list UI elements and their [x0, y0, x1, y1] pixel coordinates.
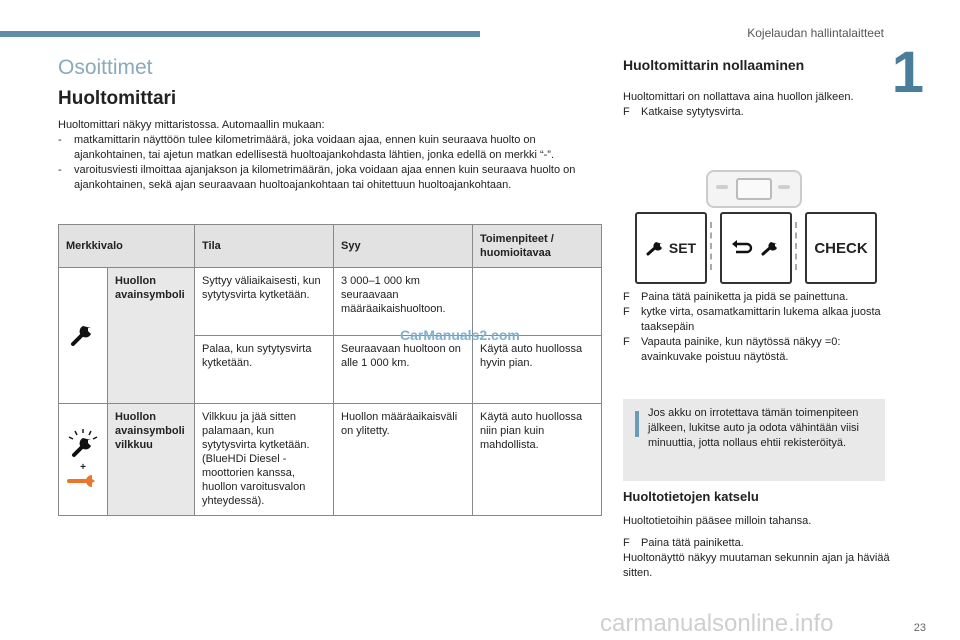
- check-mark: F: [623, 291, 630, 303]
- table-cell-tila: Vilkkuu ja jää sitten palamaan, kun sytytysvirta kytketään. (BlueHDi Diesel -moottorien kanssa, huollon varoitusvalon yhteydessä).: [195, 404, 334, 516]
- intro-text: [58, 118, 598, 193]
- wrench-icon: [646, 240, 666, 256]
- reset-heading: Huoltomittarin nollaaminen: [623, 57, 805, 73]
- table-cell-toimenpiteet: Käytä auto huollossa hyvin pian.: [473, 336, 602, 404]
- check-mark: F: [623, 306, 630, 318]
- table-cell-toimenpiteet: [473, 268, 602, 336]
- reset-step-text: Katkaise sytytysvirta.: [641, 106, 744, 118]
- step-item: [623, 305, 893, 335]
- chapter-title: Kojelaudan hallintalaitteet: [747, 26, 884, 40]
- step-text: Paina tätä painiketta.: [641, 537, 744, 549]
- bullet-text: varoitusviesti ilmoittaa ajanjakson ja kilometrimäärän, joka voidaan ajaa ennen kuin seuraava huolto on ajankohtainen, sekä ajan seuraavaan huoltoajankohtaan tai ohitettuun huoltoajankohtaan.: [74, 164, 576, 191]
- table-cell-tila: Syttyy väliaikaisesti, kun sytytysvirta kytketään.: [195, 268, 334, 336]
- section-title: Osoittimet: [58, 56, 153, 79]
- check-mark: F: [623, 336, 630, 348]
- check-button[interactable]: [805, 212, 877, 284]
- table-cell-syy: 3 000–1 000 km seuraavaan määräaikaishuoltoon.: [334, 268, 473, 336]
- check-button-label: CHECK: [814, 239, 868, 257]
- step-item: [623, 335, 893, 365]
- set-button[interactable]: [635, 212, 707, 284]
- wrench-icon: [68, 319, 98, 349]
- step-text: kytke virta, osamatkamittarin lukema alkaa juosta taaksepäin: [641, 306, 881, 333]
- table-header-syy: Syy: [334, 225, 473, 268]
- indicator-name: Huollon avainsymboli: [108, 268, 195, 404]
- page-heading: Huoltomittari: [58, 88, 177, 109]
- bullet-text: matkamittarin näyttöön tulee kilometrimäärä, joka voidaan ajaa, ennen kuin seuraava huolto on ajankohtainen, tai ajetun matkan edellisestä huoltoajankohdasta lähtien, jonka edellä on merkki “-”.: [74, 134, 555, 161]
- chapter-number: 1: [891, 40, 924, 105]
- reset-intro: [623, 90, 893, 120]
- step-text: Vapauta painike, kun näytössä näkyy =0: avainkuvake poistuu näytöstä.: [641, 336, 841, 363]
- view-heading: Huoltotietojen katselu: [623, 489, 759, 504]
- info-note-text: Jos akku on irrotettava tämän toimenpiteen jälkeen, lukitse auto ja odota vähintään viisi minuuttia, jotta nollaus ehtii rekisteröityä.: [648, 407, 859, 449]
- reset-steps: [623, 290, 893, 365]
- table-cell-toimenpiteet: Käytä auto huollossa niin pian kuin mahdollista.: [473, 404, 602, 516]
- view-intro: Huoltotietoihin pääsee milloin tahansa.: [623, 515, 812, 527]
- divider: [795, 222, 799, 270]
- info-note: [623, 399, 885, 481]
- trip-reset-button[interactable]: [720, 212, 792, 284]
- intro-line: Huoltomittari näkyy mittaristossa. Automaallin mukaan:: [58, 119, 325, 131]
- table-header-tila: Tila: [195, 225, 334, 268]
- table-row: [59, 404, 602, 516]
- bullet-mark: -: [58, 164, 62, 176]
- table-row: [59, 268, 602, 336]
- indicator-name: Huollon avainsymboli vilkkuu: [108, 404, 195, 516]
- orange-wrench-icon: [66, 474, 100, 488]
- check-mark: F: [623, 106, 630, 118]
- table-header-toimenpiteet: Toimenpiteet / huomioitavaa: [473, 225, 602, 268]
- instrument-display: [706, 170, 802, 208]
- warning-light-table: [58, 224, 602, 516]
- check-mark: F: [623, 537, 630, 549]
- wrench-icon: [761, 240, 781, 256]
- plus-sign: +: [80, 461, 86, 473]
- wrench-icon-cell: [59, 268, 108, 404]
- view-after-text: Huoltonäyttö näkyy muutaman sekunnin ajan ja häviää sitten.: [623, 552, 890, 579]
- bullet-mark: -: [58, 134, 62, 146]
- step-item: [623, 290, 893, 305]
- display-indicator: [716, 185, 728, 189]
- flashing-wrench-icon: [66, 428, 100, 458]
- return-arrow-icon: [731, 239, 753, 257]
- table-header-row: [59, 225, 602, 268]
- watermark: CarManuals2.com: [400, 327, 520, 343]
- flashing-wrench-icon-cell: [59, 404, 108, 516]
- reset-step: [623, 105, 893, 120]
- step-item: [623, 536, 893, 551]
- info-icon: [635, 411, 639, 437]
- table-cell-tila: Palaa, kun sytytysvirta kytketään.: [195, 336, 334, 404]
- page-number: 23: [913, 622, 926, 634]
- step-text: Paina tätä painiketta ja pidä se painettuna.: [641, 291, 849, 303]
- reset-intro-text: Huoltomittari on nollattava aina huollon jälkeen.: [623, 91, 854, 103]
- view-steps: [623, 536, 893, 581]
- set-button-label: SET: [668, 240, 697, 256]
- display-indicator: [778, 185, 790, 189]
- header-accent-bar: [0, 31, 480, 37]
- table-header-merkkivalo: Merkkivalo: [59, 225, 195, 268]
- bullet-item: [58, 163, 598, 193]
- divider: [710, 222, 714, 270]
- display-screen: [736, 178, 772, 200]
- bullet-item: [58, 133, 598, 163]
- table-cell-syy: Huollon määräaikaisväli on ylitetty.: [334, 404, 473, 516]
- table-cell-syy: Seuraavaan huoltoon on alle 1 000 km.: [334, 336, 473, 404]
- site-watermark: carmanualsonline.info: [600, 610, 834, 637]
